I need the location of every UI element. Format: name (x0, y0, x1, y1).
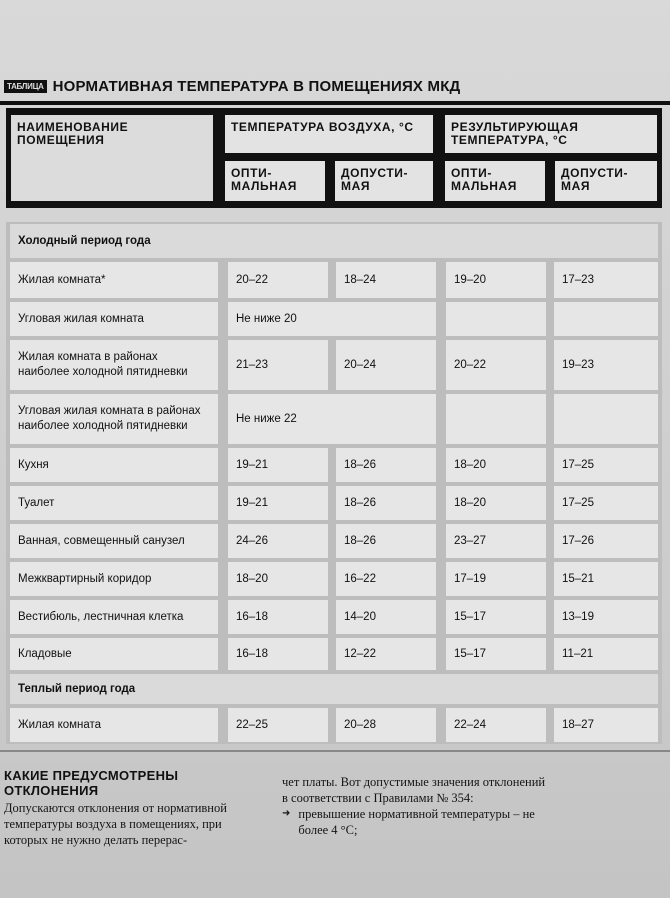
result-allowed: 17–23 (554, 262, 658, 298)
result-optimal: 18–20 (446, 486, 546, 520)
article-left-text: Допускаются отклонения от нормативной температуры воздуха в помещениях, при которых не нужно делать перерас- (4, 801, 227, 847)
table-row (6, 522, 662, 560)
room-name: Вестибюль, лестничная клетка (10, 600, 218, 634)
result-optimal: 23–27 (446, 524, 546, 558)
result-optimal: 22–24 (446, 708, 546, 742)
article-bullet-text: превышение нормативной температуры – не более 4 °С; (298, 807, 535, 837)
result-optimal: 18–20 (446, 448, 546, 482)
table-row (6, 260, 662, 300)
section-label-cold: Холодный период года (10, 224, 658, 258)
air-allowed: 18–26 (336, 448, 436, 482)
table-row (6, 636, 662, 672)
air-allowed: 16–22 (336, 562, 436, 596)
result-allowed: 11–21 (554, 638, 658, 670)
air-optimal: 21–23 (228, 340, 328, 390)
room-name: Жилая комната* (10, 262, 218, 298)
air-allowed: 20–28 (336, 708, 436, 742)
bullet-arrow-icon: ➜ (282, 808, 291, 819)
air-allowed: 18–26 (336, 486, 436, 520)
air-optimal: 22–25 (228, 708, 328, 742)
room-name: Жилая комната в районах наиболее холодной пятидневки (10, 340, 218, 390)
result-allowed: 17–25 (554, 486, 658, 520)
room-name: Угловая жилая комната (10, 302, 218, 336)
room-name: Угловая жилая комната в районах наиболее холодной пятидневки (10, 394, 218, 444)
header-result-optimal: ОПТИ- МАЛЬНАЯ (442, 158, 548, 204)
table-row (6, 484, 662, 522)
result-optimal: 15–17 (446, 600, 546, 634)
air-allowed: 14–20 (336, 600, 436, 634)
result-optimal: 20–22 (446, 340, 546, 390)
article-right-column (282, 774, 552, 838)
result-allowed-empty (554, 394, 658, 444)
header-result-allowed: ДОПУСТИ- МАЯ (552, 158, 660, 204)
room-name: Кладовые (10, 638, 218, 670)
air-optimal: 16–18 (228, 638, 328, 670)
divider (0, 750, 670, 752)
table-title-text: НОРМАТИВНАЯ ТЕМПЕРАТУРА В ПОМЕЩЕНИЯХ МКД (52, 77, 461, 95)
result-allowed: 17–25 (554, 448, 658, 482)
room-name: Ванная, совмещенный санузел (10, 524, 218, 558)
air-span: Не ниже 22 (228, 394, 436, 444)
result-optimal-empty (446, 302, 546, 336)
title-rule (0, 101, 670, 105)
table-row (6, 392, 662, 446)
article-right-text: чет платы. Вот допустимые значения отклонений в соответствии с Правилами № 354: (282, 775, 546, 805)
table-tag: ТАБЛИЦА (4, 80, 47, 93)
article-bullet (282, 806, 552, 838)
air-optimal: 16–18 (228, 600, 328, 634)
result-allowed-empty (554, 302, 658, 336)
header-room-name: НАИМЕНОВАНИЕ ПОМЕЩЕНИЯ (8, 112, 216, 204)
table-title (4, 74, 664, 98)
air-allowed: 18–24 (336, 262, 436, 298)
section-row-cold (6, 222, 662, 260)
room-name: Туалет (10, 486, 218, 520)
result-allowed: 17–26 (554, 524, 658, 558)
air-optimal: 18–20 (228, 562, 328, 596)
result-optimal: 19–20 (446, 262, 546, 298)
room-name: Межквартирный коридор (10, 562, 218, 596)
room-name: Жилая комната (10, 708, 218, 742)
header-air-temp: ТЕМПЕРАТУРА ВОЗДУХА, °С (222, 112, 436, 156)
result-optimal: 17–19 (446, 562, 546, 596)
air-allowed: 12–22 (336, 638, 436, 670)
table-row (6, 338, 662, 392)
table-row (6, 446, 662, 484)
result-allowed: 18–27 (554, 708, 658, 742)
result-allowed: 13–19 (554, 600, 658, 634)
section-label-warm: Теплый период года (10, 674, 658, 704)
result-allowed: 15–21 (554, 562, 658, 596)
table-row (6, 300, 662, 338)
table-row (6, 706, 662, 744)
air-span: Не ниже 20 (228, 302, 436, 336)
header-air-optimal: ОПТИ- МАЛЬНАЯ (222, 158, 328, 204)
header-result-temp: РЕЗУЛЬТИРУЮЩАЯ ТЕМПЕРАТУРА, °С (442, 112, 660, 156)
air-allowed: 18–26 (336, 524, 436, 558)
air-optimal: 20–22 (228, 262, 328, 298)
result-allowed: 19–23 (554, 340, 658, 390)
air-optimal: 19–21 (228, 486, 328, 520)
air-allowed: 20–24 (336, 340, 436, 390)
air-optimal: 24–26 (228, 524, 328, 558)
article-heading: КАКИЕ ПРЕДУСМОТРЕНЫ ОТКЛОНЕНИЯ (4, 768, 179, 798)
table-row (6, 560, 662, 598)
table-header (6, 108, 662, 208)
section-row-warm (6, 672, 662, 706)
room-name: Кухня (10, 448, 218, 482)
temperature-table (6, 222, 662, 744)
air-optimal: 19–21 (228, 448, 328, 482)
table-row (6, 598, 662, 636)
result-optimal: 15–17 (446, 638, 546, 670)
result-optimal-empty (446, 394, 546, 444)
header-air-allowed: ДОПУСТИ- МАЯ (332, 158, 436, 204)
